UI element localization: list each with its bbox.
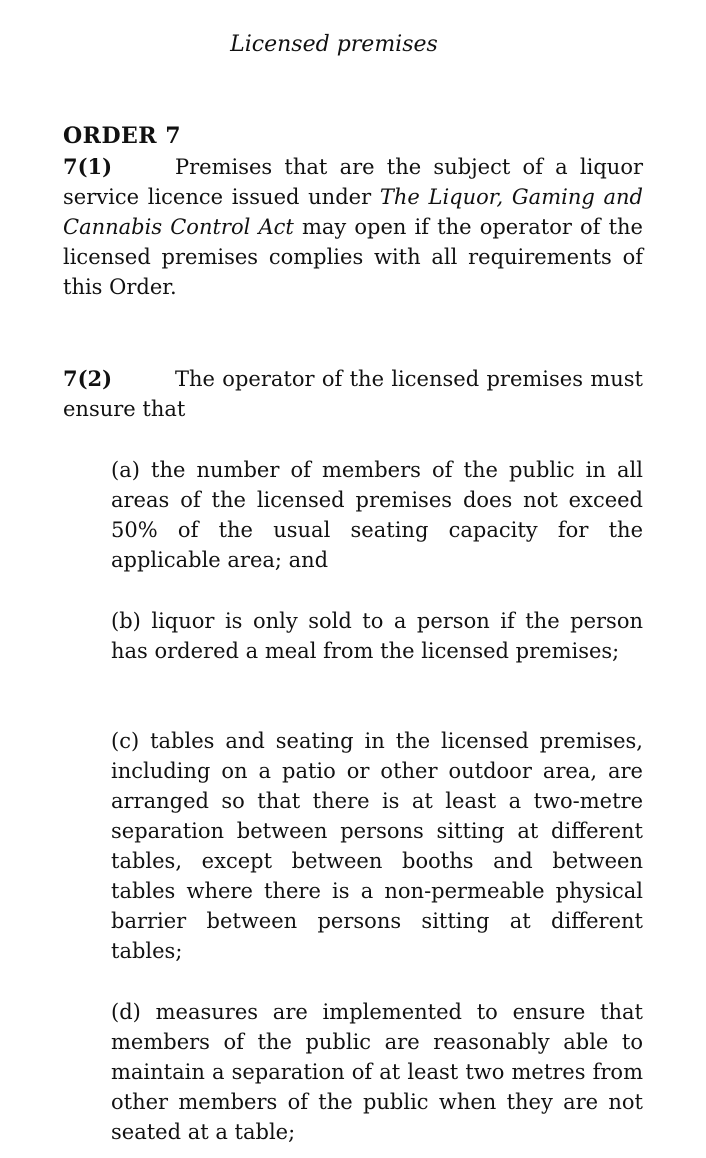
item-label: (c) (111, 729, 140, 753)
list-item-a (111, 455, 643, 575)
item-label: (a) (111, 458, 140, 482)
act-name: The Liquor, Gaming and Cannabis Control Act (63, 185, 643, 239)
item-text: measures are implemented to ensure that members of the public are reasonably able to maintain a separation of at least two metres from other members of the public when they are not seated at a table; (111, 1000, 643, 1144)
clause-text-start: Premises that are the subject of a liquor service licence issued under (63, 155, 643, 209)
list-item-c (111, 726, 643, 966)
clause-number: 7(2) (63, 366, 113, 391)
clause-7-2 (63, 364, 643, 424)
item-text: the number of members of the public in all areas of the licensed premises does not exceed 50% of the usual seating capacity for the applicable area; and (111, 458, 643, 572)
order-title: ORDER 7 (63, 123, 182, 149)
item-label: (b) (111, 609, 141, 633)
list-item-b (111, 606, 643, 666)
clause-text-end: may open if the operator of the licensed premises complies with all requirements of this Order. (63, 215, 643, 299)
clause-text: The operator of the licensed premises must ensure that (63, 367, 643, 421)
list-item-d (111, 997, 643, 1147)
clause-number: 7(1) (63, 154, 113, 179)
item-text: liquor is only sold to a person if the person has ordered a meal from the licensed premises; (111, 609, 643, 663)
item-label: (d) (111, 1000, 141, 1024)
item-text: tables and seating in the licensed premises, including on a patio or other outdoor area, are arranged so that there is at least a two-metre separation between persons sitting at different tables, except between booths and between tables where there is a non-permeable physical barrier between persons sitting at different tables; (111, 729, 643, 963)
clause-7-1 (63, 152, 643, 302)
section-heading: Licensed premises (230, 32, 438, 57)
